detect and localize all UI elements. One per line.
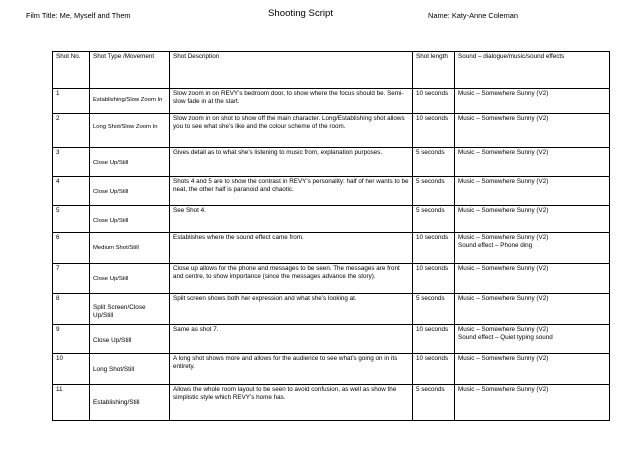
shot-length: 10 seconds [413,354,455,385]
shot-length: 10 seconds [413,89,455,114]
shot-no: 1 [53,89,90,114]
shot-length: 5 seconds [413,177,455,206]
shot-length: 10 seconds [413,264,455,294]
shot-length: 5 seconds [413,148,455,177]
shot-sound: Music – Somewhere Sunny (V2) [455,354,610,385]
shot-sound-cell [455,233,610,264]
shot-length: 5 seconds [413,294,455,325]
col-header-shot-no: Shot No. [53,52,90,89]
shot-no: 10 [53,354,90,385]
shot-type: Split Screen/Close Up/Still [90,294,170,325]
shot-sound: Music – Somewhere Sunny (V2) [458,326,549,333]
shot-description: Close up allows for the phone and messages to be seen. The messages are front and centre, to show importance (since the messages advance the story). [170,264,413,294]
table-row [53,89,610,114]
shot-description: Shots 4 and 5 are to show the contrast in REVY’s personality: half of her wants to be neat, the other half is paranoid and chaotic. [170,177,413,206]
table-header-row [53,52,610,89]
table-row [53,325,610,354]
shot-sound-effect: Sound effect – Phone ding [458,242,533,250]
table-row [53,385,610,421]
shot-type: Close Up/Still [90,148,170,177]
shot-sound: Music – Somewhere Sunny (V2) [455,148,610,177]
col-header-sound: Sound – dialogue/music/sound effects [455,52,610,89]
shot-type: Long Shot/Slow Zoom In [90,114,170,148]
shot-sound: Music – Somewhere Sunny (V2) [455,385,610,421]
table-row [53,264,610,294]
table-row [53,206,610,233]
shot-no: 6 [53,233,90,264]
shot-type: Close Up/Still [90,264,170,294]
shot-length: 10 seconds [413,233,455,264]
shot-description: Slow zoom in on REVY’s bedroom door, to show where the focus should be. Semi-slow fade in at the start. [170,89,413,114]
table-row [53,233,610,264]
shot-sound: Music – Somewhere Sunny (V2) [455,177,610,206]
table-row [53,114,610,148]
shot-sound-effect: Sound effect – Quiet typing sound [458,334,553,342]
shot-no: 3 [53,148,90,177]
shot-length: 5 seconds [413,385,455,421]
shot-description: See Shot 4. [170,206,413,233]
film-title: Film Title: Me, Myself and Them [26,11,131,20]
col-header-length: Shot length [413,52,455,89]
document-title: Shooting Script [268,8,334,19]
shot-sound: Music – Somewhere Sunny (V2) [455,264,610,294]
table-row [53,354,610,385]
shot-no: 5 [53,206,90,233]
shot-description: A long shot shows more and allows for the audience to see what’s going on in its entirety. [170,354,413,385]
author-name: Name: Katy-Anne Coleman [428,11,518,20]
shot-length: 5 seconds [413,206,455,233]
document-header [0,8,638,24]
table-row [53,294,610,325]
shot-length: 10 seconds [413,114,455,148]
table-row [53,148,610,177]
shot-sound: Music – Somewhere Sunny (V2) [455,89,610,114]
shot-type: Medium Shot/Still [90,233,170,264]
shot-no: 4 [53,177,90,206]
shot-sound-cell [455,325,610,354]
shot-no: 8 [53,294,90,325]
shot-description: Gives detail as to what she’s listening to music from, explanation purposes. [170,148,413,177]
shot-sound: Music – Somewhere Sunny (V2) [455,206,610,233]
shot-no: 2 [53,114,90,148]
shot-no: 7 [53,264,90,294]
shot-type: Establishing/Slow Zoom In [90,89,170,114]
shot-no: 11 [53,385,90,421]
shot-description: Split screen shows both her expression and what she’s looking at. [170,294,413,325]
shot-type: Establishing/Still [90,385,170,421]
shot-type: Long Shot/Still [90,354,170,385]
shot-description: Same as shot 7. [170,325,413,354]
shooting-script-table [52,51,610,421]
shot-type: Close Up/Still [90,206,170,233]
shot-sound: Music – Somewhere Sunny (V2) [455,294,610,325]
shot-description: Establishes where the sound effect came from. [170,233,413,264]
shot-description: Slow zoom in on shot to show off the main character. Long/Establishing shot allows you to see what she’s like and the colour scheme of the room. [170,114,413,148]
shot-length: 10 seconds [413,325,455,354]
table-row [53,177,610,206]
shot-sound: Music – Somewhere Sunny (V2) [455,114,610,148]
col-header-shot-type: Shot Type /Movement [90,52,170,89]
shot-sound: Music – Somewhere Sunny (V2) [458,234,549,241]
shot-type: Close Up/Still [90,325,170,354]
shot-description: Allows the whole room layout to be seen to avoid confusion, as well as show the simplistic style which REVY’s home has. [170,385,413,421]
shot-no: 9 [53,325,90,354]
shot-type: Close Up/Still [90,177,170,206]
col-header-description: Shot Description [170,52,413,89]
